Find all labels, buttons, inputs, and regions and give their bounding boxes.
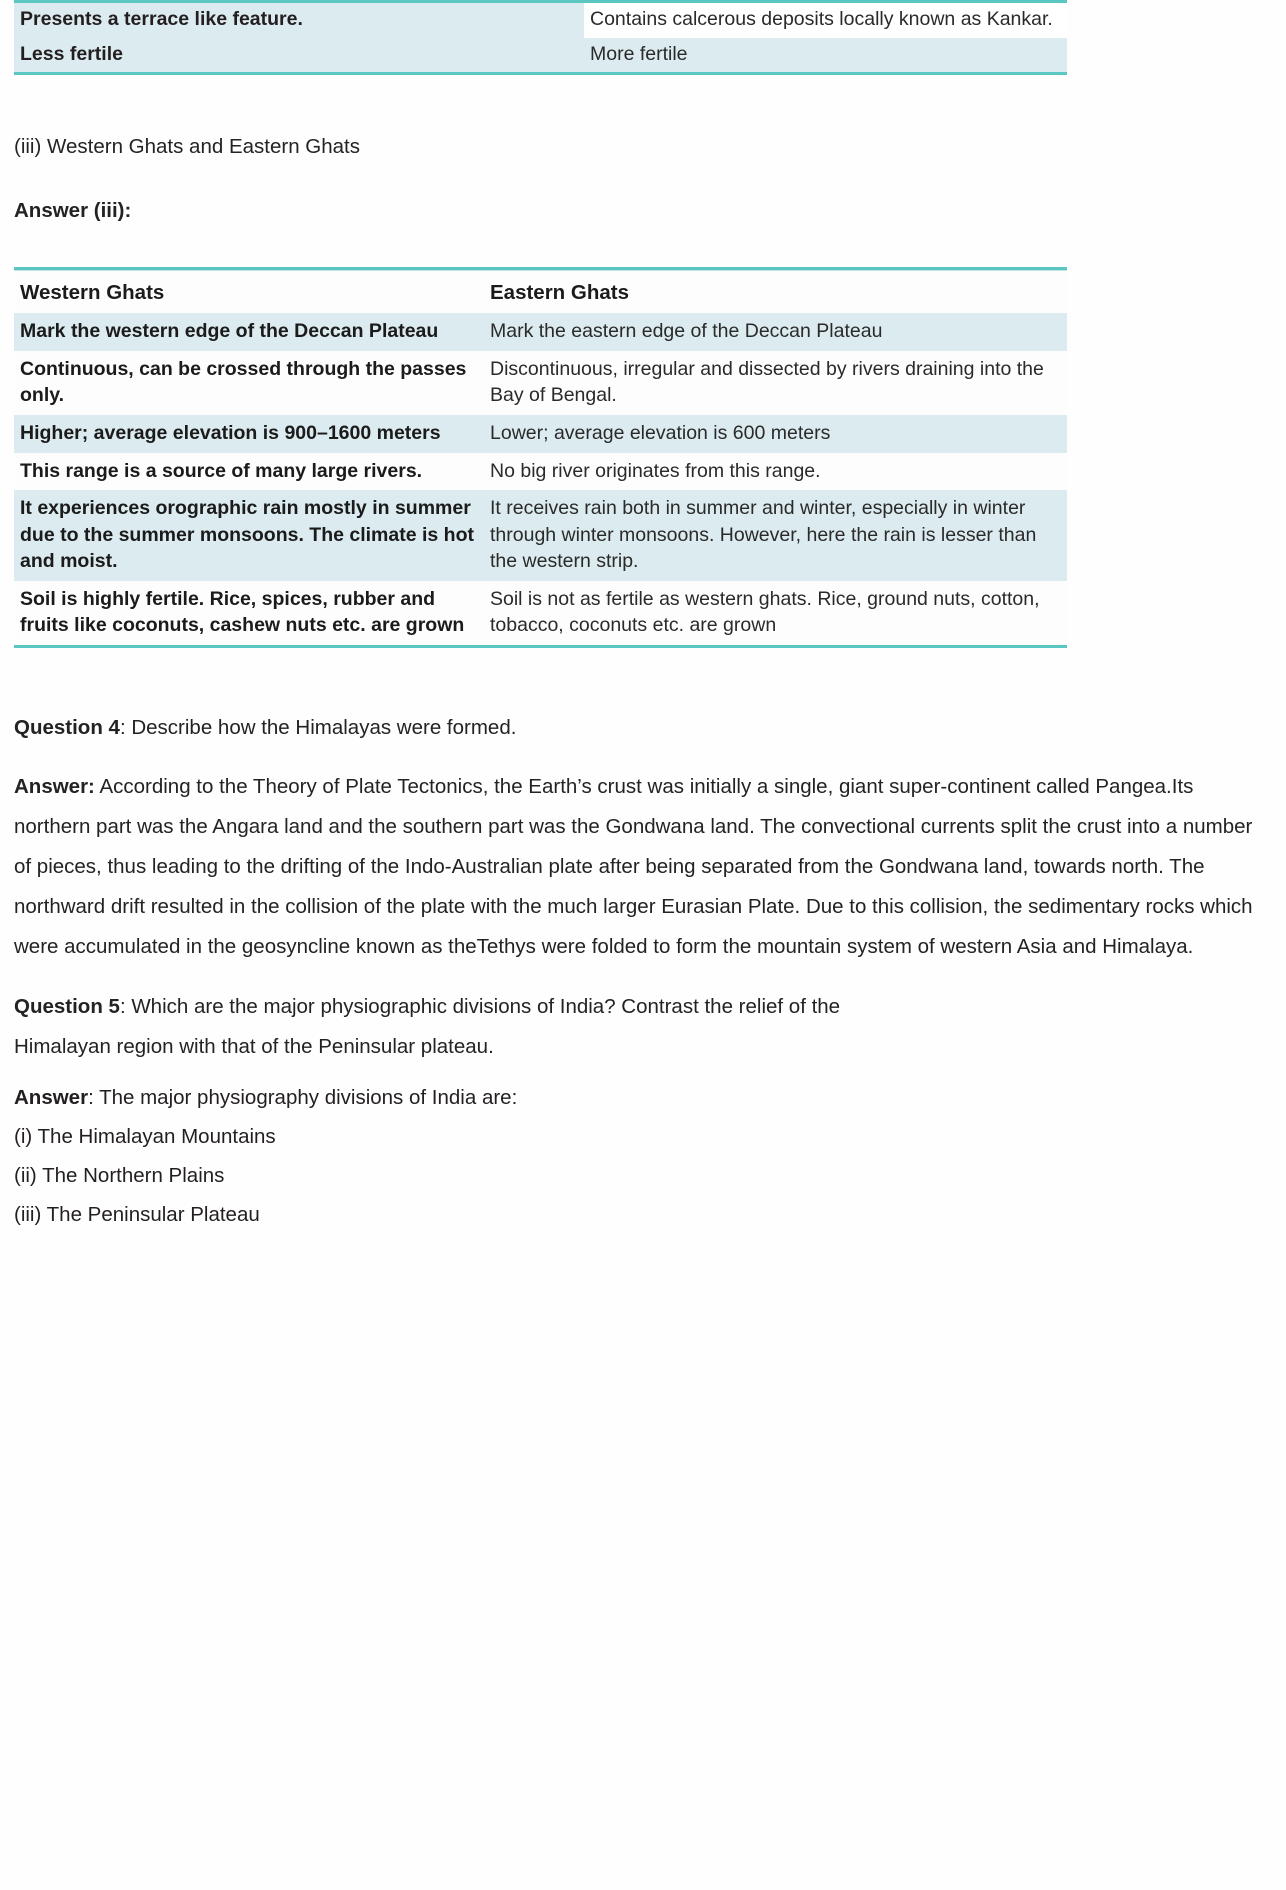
question-4-line xyxy=(14,712,1268,744)
ghats-table-wrapper xyxy=(14,267,1067,648)
table-cell-left: It experiences orographic rain mostly in summer due to the summer monsoons. The climate is hot and moist. xyxy=(14,490,484,581)
table-row xyxy=(14,38,1067,73)
table-cell-left: Mark the western edge of the Deccan Plateau xyxy=(14,313,484,351)
table-cell-left: Higher; average elevation is 900–1600 meters xyxy=(14,415,484,453)
question-4-answer-label: Answer: xyxy=(14,775,95,799)
question-5-answer-label: Answer xyxy=(14,1086,89,1110)
table-cell-right: Lower; average elevation is 600 meters xyxy=(484,415,1067,453)
table-cell-left: Soil is highly fertile. Rice, spices, rubber and fruits like coconuts, cashew nuts etc. are grown xyxy=(14,581,484,645)
table-cell-right: More fertile xyxy=(584,38,1067,73)
table-row xyxy=(14,351,1067,415)
table-cell-left: Presents a terrace like feature. xyxy=(14,3,584,38)
question-5-line-2: Himalayan region with that of the Peninsular plateau. xyxy=(14,1035,494,1059)
table-cell-right: Contains calcerous deposits locally known as Kankar. xyxy=(584,3,1067,38)
table-cell-left: Less fertile xyxy=(14,38,584,73)
table-cell-right: No big river originates from this range. xyxy=(484,453,1067,491)
division-item-1: (i) The Himalayan Mountains xyxy=(14,1125,276,1149)
column-header-western-ghats: Western Ghats xyxy=(14,271,484,314)
question-5-label: Question 5 xyxy=(14,995,120,1019)
table-cell-right: Mark the eastern edge of the Deccan Plateau xyxy=(484,313,1067,351)
column-header-eastern-ghats: Eastern Ghats xyxy=(484,271,1067,314)
question-iii-answer-label: Answer (iii): xyxy=(14,198,132,222)
table-row xyxy=(14,581,1067,645)
table-row xyxy=(14,313,1067,351)
question-5-prompt-line-1: : Which are the major physiographic divisions of India? Contrast the relief of the xyxy=(119,995,841,1019)
table-cell-right: It receives rain both in summer and winter, especially in winter through winter monsoons. However, here the rain is lesser than the western strip. xyxy=(484,490,1067,581)
fragment-table-wrapper xyxy=(14,0,1067,75)
table-row xyxy=(14,453,1067,491)
table-row xyxy=(14,415,1067,453)
western-vs-eastern-ghats-table xyxy=(14,271,1067,645)
question-iii-prompt: (iii) Western Ghats and Eastern Ghats xyxy=(14,135,360,159)
question-4-label: Question 4 xyxy=(14,715,120,739)
question-4-prompt: : Describe how the Himalayas were formed. xyxy=(119,715,517,739)
table-row xyxy=(14,3,1067,38)
division-item-2: (ii) The Northern Plains xyxy=(14,1164,225,1188)
question-5-line-1 xyxy=(14,987,1268,1027)
table-cell-right: Discontinuous, irregular and dissected by rivers draining into the Bay of Bengal. xyxy=(484,351,1067,415)
table-cell-left: This range is a source of many large rivers. xyxy=(14,453,484,491)
question-5-answer-intro-text: : The major physiography divisions of India are: xyxy=(88,1086,518,1110)
table-header-row xyxy=(14,271,1067,314)
question-4-answer-text: According to the Theory of Plate Tectonics, the Earth’s crust was initially a single, giant super-continent called Pangea.Its northern part was the Angara land and the southern part was the Gondwana land. The convectional currents split the crust into a number of pieces, thus leading to the drifting of the Indo-Australian plate after being separated from the Gondwana land, towards north. The northward drift resulted in the collision of the plate with the much larger Eurasian Plate. Due to this collision, the sedimentary rocks which were accumulated in the geosyncline known as theTethys were folded to form the mountain system of western Asia and Himalaya. xyxy=(14,775,1253,959)
question-5-answer-intro xyxy=(14,1079,1268,1118)
table-cell-right: Soil is not as fertile as western ghats. Rice, ground nuts, cotton, tobacco, coconuts etc. are grown xyxy=(484,581,1067,645)
division-item-3: (iii) The Peninsular Plateau xyxy=(14,1202,260,1226)
question-4-answer xyxy=(14,767,1268,967)
bhabar-terai-comparison-table xyxy=(14,3,1067,72)
table-row xyxy=(14,490,1067,581)
table-cell-left: Continuous, can be crossed through the passes only. xyxy=(14,351,484,415)
